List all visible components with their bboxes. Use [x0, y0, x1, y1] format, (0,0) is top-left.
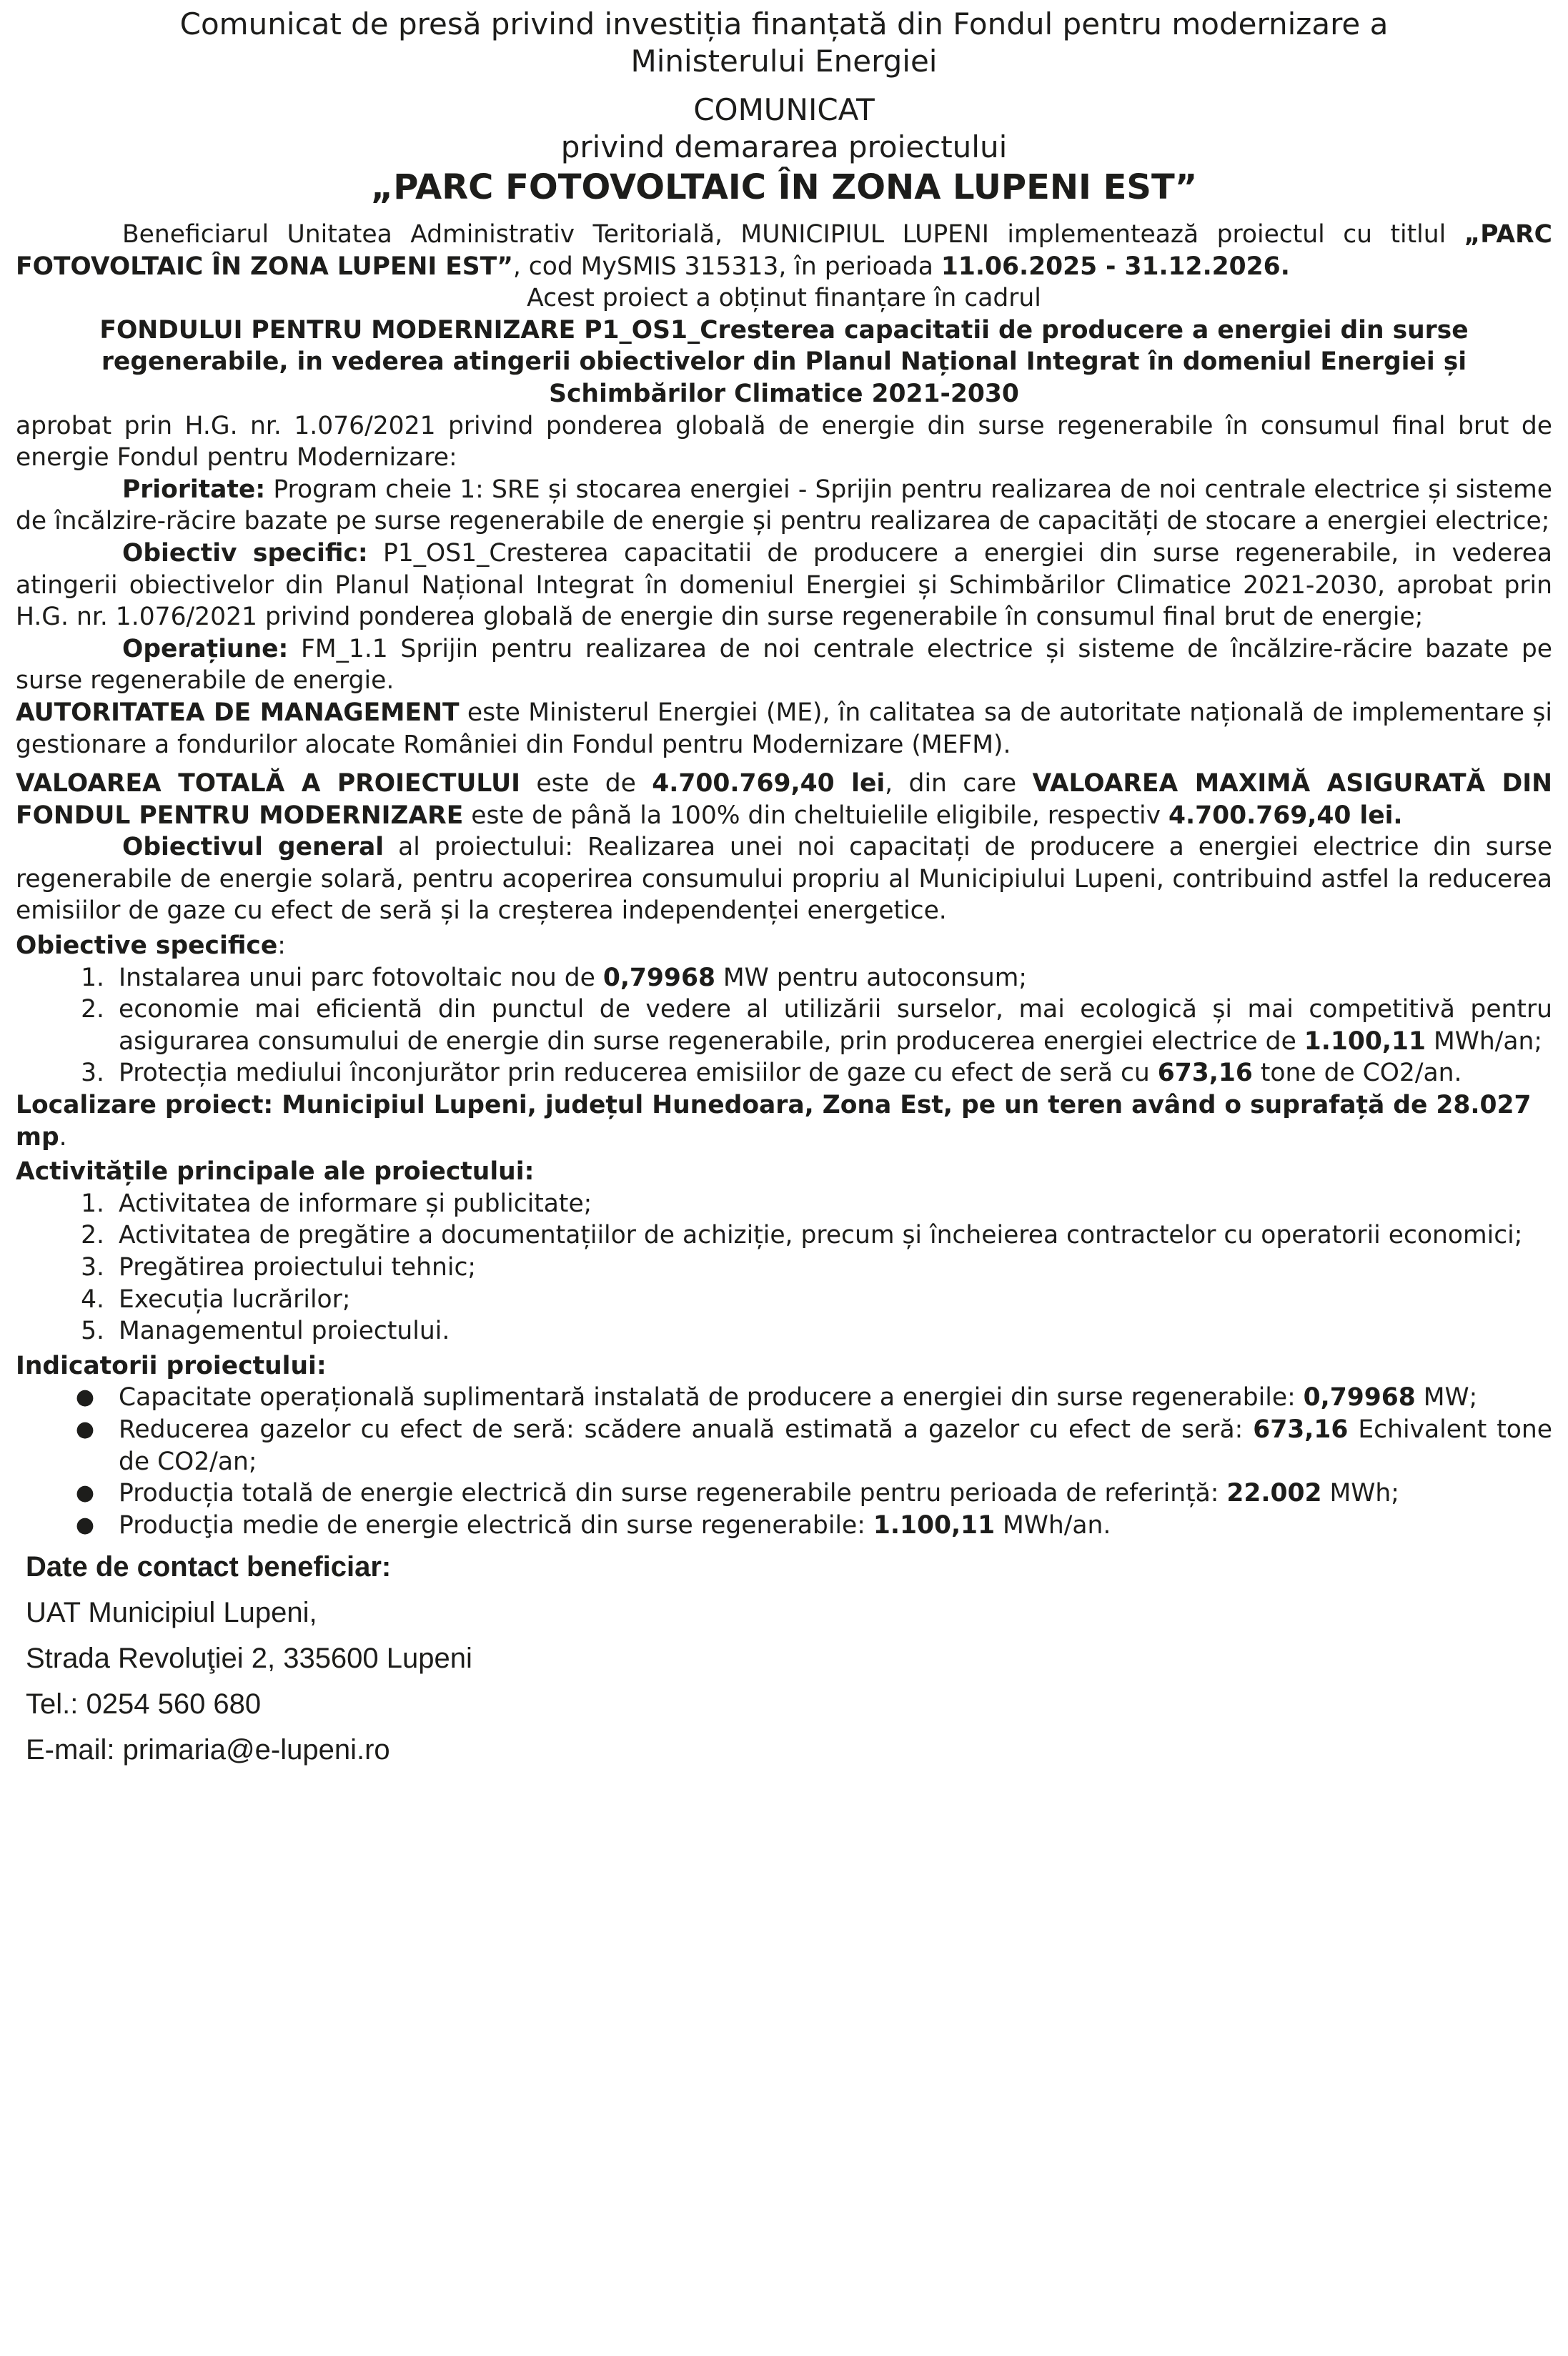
activities-list	[16, 1188, 1552, 1347]
indicators-list	[16, 1382, 1552, 1541]
list-number: 3.	[81, 1253, 104, 1282]
bullet-icon: ●	[75, 1512, 94, 1538]
approval-text: aprobat prin H.G. nr. 1.076/2021 privind ponderea globală de energie din surse regenerabile în consumul final brut de energie Fondul pentru Modernizare:	[16, 411, 1552, 472]
list-item-text-c: MWh/an;	[1426, 1026, 1542, 1056]
list-item-text-a: Instalarea unui parc fotovoltaic nou de	[119, 963, 603, 992]
specific-objectives-colon: :	[277, 931, 286, 961]
value-paragraph	[16, 768, 1552, 831]
list-number: 2.	[81, 995, 104, 1024]
location-text: Localizare proiect: Municipiul Lupeni, județul Hunedoara, Zona Est, pe un teren având o suprafață de 28.027 mp	[16, 1091, 1532, 1152]
list-number: 3.	[81, 1059, 104, 1088]
list-item-text	[119, 1057, 1552, 1089]
list-item-text-c: MWh/an.	[995, 1510, 1111, 1540]
list-item-text: Execuția lucrărilor;	[119, 1285, 351, 1314]
project-title: „PARC FOTOVOLTAIC ÎN ZONA LUPENI EST”	[370, 167, 1198, 207]
list-item-text: Activitatea de informare și publicitate;	[119, 1189, 592, 1218]
list-number: 2.	[81, 1221, 104, 1250]
priority-text: Program cheie 1: SRE și stocarea energiei - Sprijin pentru realizarea de noi centrale electrice și sisteme de încălzire-răcire bazate pe surse regenerabile de energie și pentru realizarea de capacități de stocare a energiei electrice;	[16, 475, 1552, 536]
indicators-heading: Indicatorii proiectului:	[16, 1351, 327, 1380]
specific-objectives-list	[16, 962, 1552, 1089]
list-item	[16, 1252, 1552, 1284]
list-item-value: 1.100,11	[1304, 1026, 1426, 1056]
list-item	[16, 1188, 1552, 1220]
list-item	[16, 962, 1552, 994]
list-item-text	[119, 994, 1552, 1057]
list-item-value: 673,16	[1157, 1059, 1253, 1088]
location-paragraph	[16, 1089, 1552, 1153]
intro-paragraph	[16, 219, 1552, 282]
intro-text-2: , cod MySMIS 315313, în perioada	[512, 252, 941, 281]
list-item-value: 0,79968	[1303, 1383, 1416, 1412]
operation-label: Operațiune:	[122, 634, 289, 663]
header-line-2: Ministerului Energiei	[630, 44, 938, 79]
list-item-text-c: MWh;	[1321, 1479, 1399, 1508]
value-text-3: este de până la 100% din cheltuielile eligibile, respectiv	[463, 801, 1168, 830]
operation-text: FM_1.1 Sprijin pentru realizarea de noi centrale electrice și sisteme de încălzire-răcire bazate pe surse regenerabile de energie.	[16, 634, 1552, 696]
list-item-text: Activitatea de pregătire a documentațiilor de achiziție, precum și încheierea contractelor cu operatorii economici;	[119, 1221, 1523, 1250]
list-item-text-a: Reducerea gazelor cu efect de seră: scădere anuală estimată a gazelor cu efect de seră:	[119, 1415, 1254, 1444]
list-item-text-a: Protecția mediului înconjurător prin reducerea emisiilor de gaze cu efect de seră cu	[119, 1059, 1158, 1088]
list-item-text-a: Producția totală de energie electrică din surse regenerabile pentru perioada de referință:	[119, 1479, 1227, 1508]
priority-paragraph	[16, 474, 1552, 538]
list-number: 5.	[81, 1317, 104, 1346]
list-item-text	[119, 962, 1552, 994]
contact-address: Strada Revoluţiei 2, 335600 Lupeni	[26, 1643, 472, 1675]
bullet-icon: ●	[75, 1385, 94, 1410]
list-item-value: 1.100,11	[873, 1510, 996, 1540]
list-item-text-c: MW pentru autoconsum;	[715, 963, 1027, 992]
contact-email: E-mail: primaria@e-lupeni.ro	[26, 1734, 390, 1766]
list-item-text: Managementul proiectului.	[119, 1317, 450, 1346]
intro-project-name: „PARC FOTOVOLTAIC ÎN ZONA LUPENI EST”	[16, 220, 1552, 281]
total-value-label: VALOAREA TOTALĂ A PROIECTULUI	[16, 769, 520, 798]
list-number: 4.	[81, 1285, 104, 1314]
list-item-value: 0,79968	[602, 963, 715, 992]
priority-label: Prioritate:	[122, 475, 266, 504]
max-value-amount: 4.700.769,40 lei.	[1168, 801, 1403, 830]
list-item-text-c: tone de CO2/an.	[1252, 1059, 1462, 1088]
comunicat-heading: COMUNICAT	[693, 92, 875, 127]
specific-objective-text: P1_OS1_Cresterea capacitatii de producere a energiei din surse regenerabile, in vederea atingerii obiectivelor din Planul Național Integrat în domeniul Energiei și Schimbărilor Climatice 2021-2030, aprobat prin H.G. nr. 1.076/2021 privind ponderea globală de energie din surse regenerabile în consumul final brut de energie;	[16, 538, 1553, 632]
specific-objectives-heading	[16, 930, 1552, 962]
list-number: 1.	[81, 963, 104, 992]
list-item-text	[119, 1478, 1552, 1510]
list-item	[16, 1414, 1552, 1478]
list-item-text: Pregătirea proiectului tehnic;	[119, 1253, 477, 1282]
list-item	[16, 1057, 1552, 1089]
general-objective-text: al proiectului: Realizarea unei noi capacitați de producere a energiei electrice din surse regenerabile de energie solară, pentru acoperirea consumului propriu al Municipiului Lupeni, contribuind astfel la reducerea emisiilor de gaze cu efect de seră și la creșterea independenței energetice.	[16, 833, 1552, 926]
list-item	[16, 1382, 1552, 1414]
fund-name: FONDULUI PENTRU MODERNIZARE P1_OS1_Cresterea capacitatii de producere a energiei din surse regenerabile, in vederea atingerii obiectivelor din Planul Național Integrat în domeniul Energiei și Schimbărilor Climatice 2021-2030	[99, 315, 1469, 408]
operation-paragraph	[16, 633, 1552, 697]
list-item-text-a: Capacitate operațională suplimentară instalată de producere a energiei din surse regenerabile:	[119, 1383, 1304, 1412]
contact-heading: Date de contact beneficiar:	[26, 1551, 392, 1583]
max-value-label: VALOAREA MAXIMĂ ASIGURATĂ DIN FONDUL PENTRU MODERNIZARE	[16, 769, 1552, 830]
list-item-text	[119, 1414, 1552, 1478]
authority-text: este Ministerul Energiei (ME), în calitatea sa de autoritate națională de implementare și gestionare a fondurilor alocate României din Fondul pentru Modernizare (MEFM).	[16, 698, 1552, 759]
specific-objectives-heading-text: Obiective specifice	[16, 931, 278, 961]
intro-period: 11.06.2025 - 31.12.2026.	[941, 252, 1290, 281]
list-item	[16, 1284, 1552, 1316]
contact-block	[26, 1544, 1552, 1773]
contact-organization: UAT Municipiul Lupeni,	[26, 1597, 317, 1629]
list-item-text-a: economie mai eficientă din punctul de vedere al utilizării surselor, mai ecologică și mai competitivă pentru asigurarea consumului de energie din surse regenerabile, prin producerea energiei electrice de	[119, 995, 1552, 1056]
intro-text: Beneficiarul Unitatea Administrativ Teritorială, MUNICIPIUL LUPENI implementează proiectul cu titlul	[122, 220, 1464, 249]
header-line-1: Comunicat de presă privind investiția finanțată din Fondul pentru modernizare a	[179, 6, 1389, 41]
value-text-1: este de	[520, 769, 652, 798]
list-item	[16, 1219, 1552, 1252]
location-end: .	[59, 1122, 67, 1152]
list-item-text-c: Echivalent tone de CO2/an;	[119, 1415, 1553, 1476]
header	[16, 6, 1552, 80]
list-item-text-a: Producţia medie de energie electrică din surse regenerabile:	[119, 1510, 873, 1540]
comunicat-subtitle: privind demararea proiectului	[560, 129, 1008, 164]
total-value-amount: 4.700.769,40 lei	[652, 769, 885, 798]
value-text-2: , din care	[885, 769, 1033, 798]
funding-line: Acest proiect a obținut finanțare în cadrul	[527, 284, 1041, 313]
specific-objective-label: Obiectiv specific:	[122, 538, 368, 568]
list-item-text-c: MW;	[1415, 1383, 1478, 1412]
list-item	[16, 994, 1552, 1057]
list-item-text	[119, 1510, 1552, 1542]
bullet-icon: ●	[75, 1480, 94, 1506]
list-item	[16, 1315, 1552, 1347]
authority-paragraph	[16, 697, 1552, 761]
general-objective-label: Obiectivul general	[122, 833, 384, 862]
list-item	[16, 1478, 1552, 1510]
activities-heading: Activitățile principale ale proiectului:	[16, 1157, 535, 1187]
press-release	[16, 6, 1552, 1773]
specific-objective-paragraph	[16, 538, 1552, 633]
list-number: 1.	[81, 1189, 104, 1218]
authority-label: AUTORITATEA DE MANAGEMENT	[16, 698, 460, 727]
list-item	[16, 1510, 1552, 1542]
bullet-icon: ●	[75, 1416, 94, 1442]
list-item-text	[119, 1382, 1552, 1414]
contact-phone: Tel.: 0254 560 680	[26, 1688, 262, 1721]
list-item-value: 22.002	[1226, 1479, 1322, 1508]
list-item-value: 673,16	[1253, 1415, 1349, 1444]
general-objective-paragraph	[16, 831, 1552, 927]
